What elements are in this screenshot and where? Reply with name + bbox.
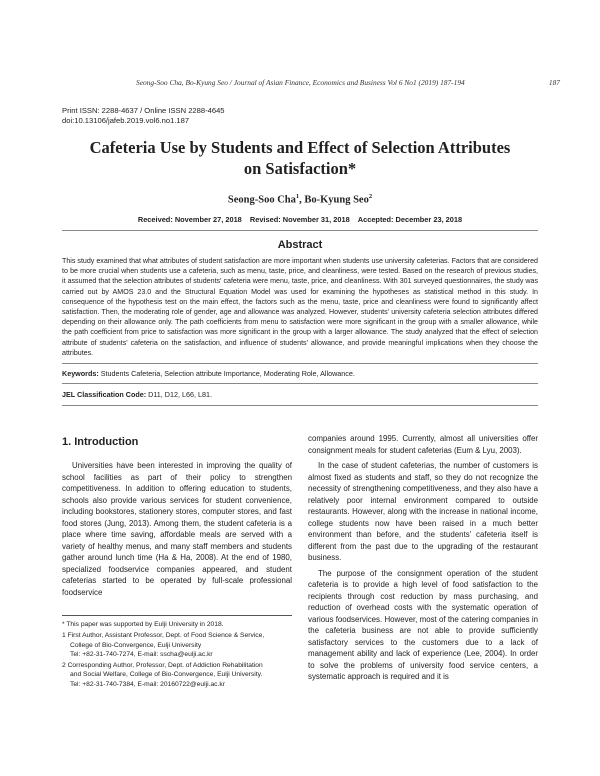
- footnote-2-line-a: 2 Corresponding Author, Professor, Dept. of Addiction Rehabilitation: [62, 662, 263, 670]
- revised-date: Revised: November 31, 2018: [249, 215, 350, 224]
- keywords-label: Keywords:: [62, 369, 99, 378]
- divider-abstract: [62, 363, 538, 364]
- intro-paragraph-1: Universities have been interested in improving the quality of school facilities as part of their policy to strengthen competitiveness. In addition to offering education to students, schools also provide various services for student convenience, including bookstores, stationery stores, computer stores, and fast food stores (Jung, 2013). Among them, the student cafeteria is a place where time saving, affordable meals are served with a variety of healthy menus, and many staff members and students gather around lunch time (Ha & Ha, 2008). At the end of 1980, specialized foodservice companies appeared, and student cafeterias started to be operated by full-scale professional foodservice: [62, 461, 292, 597]
- issn-block: [62, 106, 225, 126]
- doi-line: doi:10.13106/jafeb.2019.vol6.no1.187: [62, 116, 190, 125]
- column-left: [62, 436, 292, 598]
- section-heading-introduction: 1. Introduction: [62, 436, 139, 448]
- footnote-funding: * This paper was supported by Eulji University in 2018.: [62, 621, 224, 628]
- running-head-text: Seong-Soo Cha, Bo-Kyung Seo / Journal of Asian Finance, Economics and Business Vol 6 No1 (2019) 187-194: [136, 78, 465, 87]
- jel-text: D11, D12, L66, L81.: [146, 390, 212, 399]
- submission-dates: [0, 215, 600, 224]
- footnote-author-2: [62, 661, 292, 689]
- footnote-2-line-c: Tel: +82-31-740-7384, E-mail: 20160722@eulji.ac.kr: [70, 680, 225, 688]
- abstract-heading: Abstract: [277, 239, 323, 251]
- accepted-date: Accepted: December 23, 2018: [357, 215, 463, 224]
- author-separator: ,: [299, 194, 305, 206]
- keywords: [62, 369, 538, 378]
- jel-label: JEL Classification Code:: [62, 390, 147, 399]
- title-line-2: on Satisfaction*: [243, 159, 357, 178]
- footnote-1-line-a: 1 First Author, Assistant Professor, Dept. of Food Science & Service,: [62, 632, 265, 640]
- intro-paragraph-2: In the case of student cafeterias, the number of customers is almost fixed as students and staff, so they do not recognize the necessity of strengthening competitiveness, and they also have a relatively poor internal environment compared to outside restaurants. However, along with the increase in national income, college students now have been raised in a much better environment than before, and the students' cafeteria itself is different from the past due to the upgrading of the restaurant business.: [308, 461, 538, 562]
- author-list: [0, 193, 600, 206]
- author-2-affiliation-mark: 2: [368, 193, 373, 200]
- divider-jel: [62, 405, 538, 406]
- issn-line: Print ISSN: 2288-4637 / Online ISSN 2288-4645: [62, 106, 225, 115]
- keywords-text: Students Cafeteria, Selection attribute Importance, Moderating Role, Allowance.: [98, 369, 355, 378]
- author-1: Seong-Soo Cha: [227, 194, 296, 206]
- paper-title: [60, 137, 540, 179]
- page-number: 187: [548, 78, 560, 87]
- footnote-2-line-b: and Social Welfare, College of Bio-Convergence, Eulji University.: [70, 671, 263, 679]
- intro-paragraph-3: The purpose of the consignment operation of the student cafeteria is to provide a high level of food satisfaction to the recipients through cost reduction by mass purchasing, and reduction of overhead costs with the systematic operation of various foodservices. However, most of the catering companies in the cafeteria business are not able to provide sufficiently satisfactory services to the customers due to a lack of management ability and lack of experience (Lee, 2004). In order to solve the problems of university food service centers, a systematic approach is required and it is: [308, 568, 538, 681]
- column-right: [308, 433, 538, 683]
- footnote-1-line-c: Tel: +82-31-740-7274, E-mail: sscha@eulji.ac.kr: [70, 650, 213, 658]
- received-date: Received: November 27, 2018: [137, 215, 242, 224]
- footnote-author-1: [62, 631, 292, 659]
- footnote-1-line-b: College of Bio-Convergence, Eulji University: [70, 641, 202, 649]
- author-1-affiliation-mark: 1: [295, 193, 300, 200]
- abstract-text: This study examined that what attributes of student satisfaction are more important when students use university cafeterias. Factors that are considered to be more crucial when students use a cafeteria, such as menu, taste, price, and cleanliness, were tested. Based on the research of previous studies, it assumed that the selection attributes of students' cafeteria were menu, taste, price, and cleanliness. With 301 surveyed questionnaires, the study was carried out by AMOS 23.0 and the Structural Equation Model was used for examining the hypotheses as statistical method in this study. In consequence of the hypothesis test on the main effect, the factors such as the menu, taste, price and cleanliness were found to significantly affect satisfaction. Then, the moderating role of gender, age and allowance was analyzed. However, students' university cafeteria selection attributes differed depending on their allowance only. The path coefficients from menu to satisfaction were more significant in the group with a smaller allowance, while the path coefficient from price to satisfaction was more significant in the group with a larger allowance. The study analyzed that the effect of selection attribute of students' cafeteria on the satisfaction, and influence of students' allowance, and provide meaningful implications when they choose the attributes.: [62, 257, 538, 357]
- divider-top: [62, 230, 538, 231]
- title-line-1: Cafeteria Use by Students and Effect of Selection Attributes: [89, 138, 511, 157]
- divider-keywords: [62, 383, 538, 384]
- jel-codes: [62, 390, 538, 399]
- author-2: Bo-Kyung Seo: [304, 194, 369, 206]
- intro-paragraph-1-continued: companies around 1995. Currently, almost all universities offer consignment meals for student cafeterias (Eum & Lyu, 2003).: [308, 434, 538, 455]
- footnotes: [62, 615, 292, 691]
